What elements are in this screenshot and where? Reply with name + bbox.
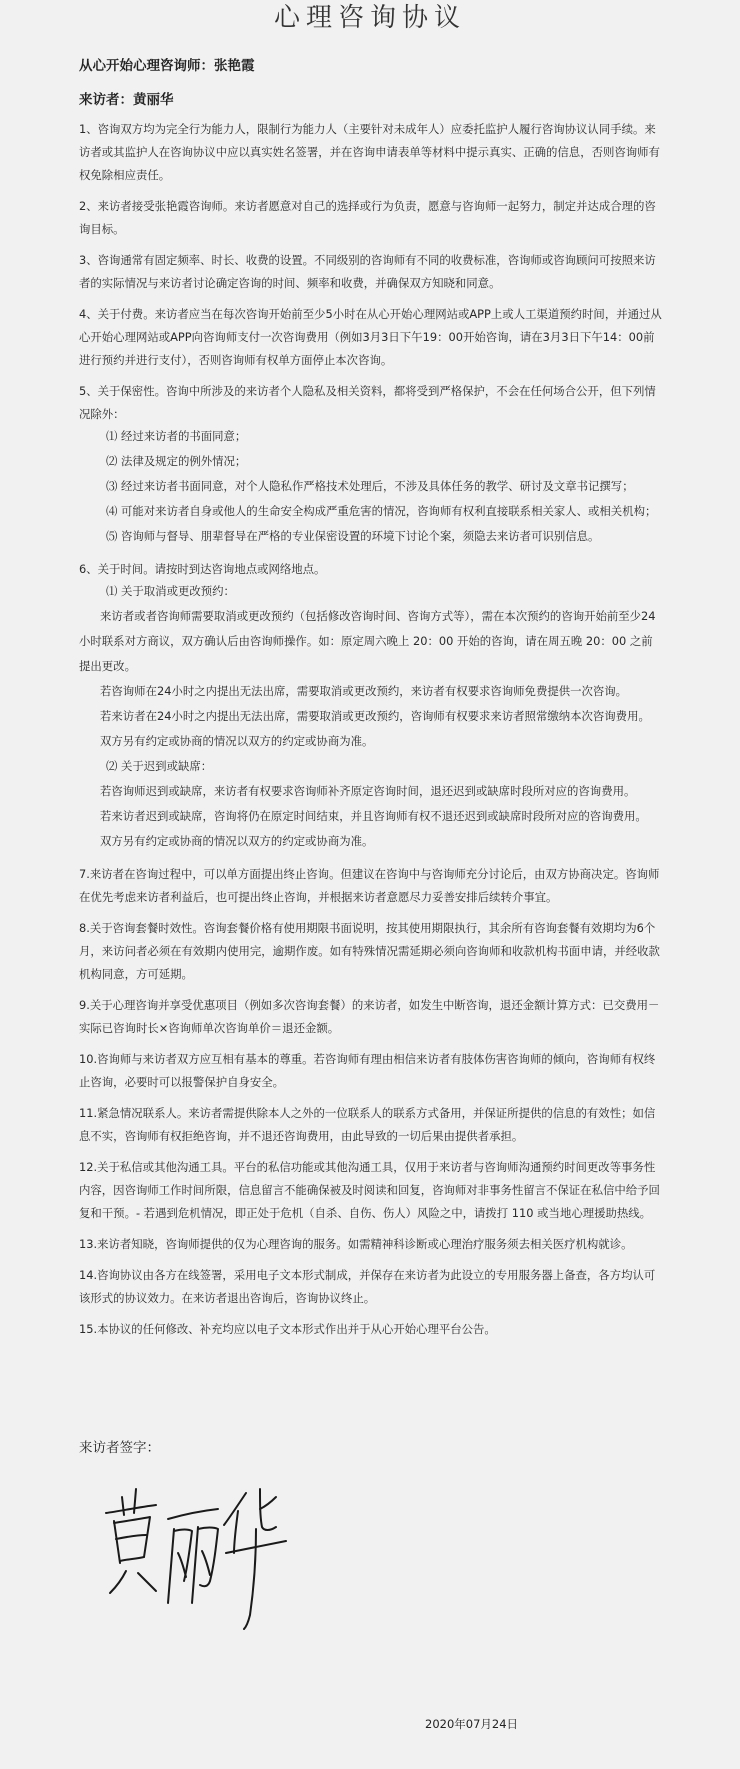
clause-15: 15.本协议的任何修改、补充均应以电子文本形式作出并于从心开始心理平台公告。 <box>79 1322 496 1336</box>
signature-date: 2020年07月24日 <box>425 1717 519 1731</box>
clause-12: 12.关于私信或其他沟通工具。平台的私信功能或其他沟通工具，仅用于来访者与咨询师沟通预约时间更改等事务性内容，因咨询师工作时间所限，信息留言不能确保被及时阅读和回复，咨询师对非事务性留言不保证在私信中给予回复和干预。- 若遇到危机情况，即正处于危机（自杀、自伤、伤人）风险之中，请拨打 110 或当地心理援助热线。 <box>79 1160 660 1220</box>
clause-1: 1、咨询双方均为完全行为能力人，限制行为能力人（主要针对未成年人）应委托监护人履行咨询协议认同手续。来访者或其监护人在咨询协议中应以真实姓名签署，并在咨询申请表单等材料中提示真实、正确的信息，否则咨询师有权免除相应责任。 <box>79 122 660 182</box>
clause-6-title: 6、关于时间。请按时到达咨询地点或网络地点。 <box>79 562 326 576</box>
clause-6-sub2-line: 若来访者迟到或缺席，咨询将仍在原定时间结束，并且咨询师有权不退还迟到或缺席时段所对应的咨询费用。 <box>100 809 647 823</box>
privacy-exception-item: ⑸ 咨询师与督导、朋辈督导在严格的专业保密设置的环境下讨论个案，须隐去来访者可识别信息。 <box>106 529 600 543</box>
clause-6-sub2-title: ⑵ 关于迟到或缺席： <box>106 759 213 773</box>
clause-11: 11.紧急情况联系人。来访者需提供除本人之外的一位联系人的联系方式备用，并保证所提供的信息的有效性；如信息不实，咨询师有权拒绝咨询，并不退还咨询费用，由此导致的一切后果由提供者承担。 <box>79 1106 656 1143</box>
clause-6-sub2-line: 双方另有约定或协商的情况以双方的约定或协商为准。 <box>100 834 374 848</box>
privacy-exception-item: ⑷ 可能对来访者自身或他人的生命安全构成严重危害的情况，咨询师有权利直接联系相关家人、或相关机构； <box>106 504 657 518</box>
handwritten-signature <box>100 1483 310 1633</box>
privacy-exception-item: ⑴ 经过来访者的书面同意； <box>106 429 247 443</box>
agreement-body <box>79 118 663 1349</box>
counselor-line: 从心开始心理咨询师：张艳霞 <box>79 58 255 74</box>
clause-8: 8.关于咨询套餐时效性。咨询套餐价格有使用期限书面说明，按其使用期限执行，其余所有咨询套餐有效期均为6个月，来访问者必须在有效期内使用完，逾期作废。如有特殊情况需延期必须向咨询师和收款机构书面申请，并经收款机构同意，方可延期。 <box>79 921 660 981</box>
clause-14: 14.咨询协议由各方在线签署，采用电子文本形式制成，并保存在来访者为此设立的专用服务器上备查，各方均认可该形式的协议效力。在来访者退出咨询后，咨询协议终止。 <box>79 1268 656 1305</box>
clause-6-sub2-line: 若咨询师迟到或缺席，来访者有权要求咨询师补齐原定咨询时间，退还迟到或缺席时段所对应的咨询费用。 <box>100 784 636 798</box>
clause-9: 9.关于心理咨询并享受优惠项目（例如多次咨询套餐）的来访者，如发生中断咨询，退还金额计算方式：已交费用－实际已咨询时长×咨询师单次咨询单价＝退还金额。 <box>79 998 660 1035</box>
clause-4: 4、关于付费。来访者应当在每次咨询开始前至少5小时在从心开始心理网站或APP上或人工渠道预约时间，并通过从心开始心理网站或APP向咨询师支付一次咨询费用（例如3月3日下午19：00开始咨询，请在3月3日下午14：00前进行预约并进行支付），否则咨询师有权单方面停止本次咨询。 <box>79 307 662 367</box>
clause-6-sub1-title: ⑴ 关于取消或更改预约： <box>106 584 235 598</box>
signature-label: 来访者签字： <box>79 1440 160 1456</box>
clause-6-sub1-line: 双方另有约定或协商的情况以双方的约定或协商为准。 <box>100 734 374 748</box>
visitor-line: 来访者：黄丽华 <box>79 92 174 108</box>
clause-6-sub1-line: 若咨询师在24小时之内提出无法出席，需要取消或更改预约，来访者有权要求咨询师免费提供一次咨询。 <box>100 684 628 698</box>
privacy-exception-item: ⑵ 法律及规定的例外情况； <box>106 454 247 468</box>
clause-10: 10.咨询师与来访者双方应互相有基本的尊重。若咨询师有理由相信来访者有肢体伤害咨询师的倾向，咨询师有权终止咨询，必要时可以报警保护自身安全。 <box>79 1052 656 1089</box>
privacy-exception-item: ⑶ 经过来访者书面同意，对个人隐私作严格技术处理后，不涉及具体任务的教学、研讨及文章书记撰写； <box>106 479 634 493</box>
privacy-exceptions-list <box>79 424 663 549</box>
clause-6-details <box>79 579 663 854</box>
clause-2: 2、来访者接受张艳霞咨询师。来访者愿意对自己的选择或行为负责，愿意与咨询师一起努力，制定并达成合理的咨询目标。 <box>79 199 656 236</box>
clause-6-sub1-line: 若来访者在24小时之内提出无法出席，需要取消或更改预约，咨询师有权要求来访者照常缴纳本次咨询费用。 <box>100 709 650 723</box>
document-title: 心理咨询协议 <box>273 3 466 33</box>
clause-13: 13.来访者知晓，咨询师提供的仅为心理咨询的服务。如需精神科诊断或心理治疗服务须去相关医疗机构就诊。 <box>79 1237 633 1251</box>
clause-3: 3、咨询通常有固定频率、时长、收费的设置。不同级别的咨询师有不同的收费标准，咨询师或咨询顾问可按照来访者的实际情况与来访者讨论确定咨询的时间、频率和收费，并确保双方知晓和同意。 <box>79 253 656 290</box>
clause-5: 5、关于保密性。咨询中所涉及的来访者个人隐私及相关资料，都将受到严格保护，不会在任何场合公开，但下列情况除外： <box>79 384 656 421</box>
clause-6-sub1-line: 来访者或者咨询师需要取消或更改预约（包括修改咨询时间、咨询方式等），需在本次预约的咨询开始前至少24小时联系对方商议，双方确认后由咨询师操作。如：原定周六晚上 20：00 开始的咨询，请在周五晚 20：00 之前提出更改。 <box>79 609 656 673</box>
clause-7: 7.来访者在咨询过程中，可以单方面提出终止咨询。但建议在咨询中与咨询师充分讨论后，由双方协商决定。咨询师在优先考虑来访者利益后，也可提出终止咨询，并根据来访者意愿尽力妥善安排后续转介事宜。 <box>79 867 660 904</box>
